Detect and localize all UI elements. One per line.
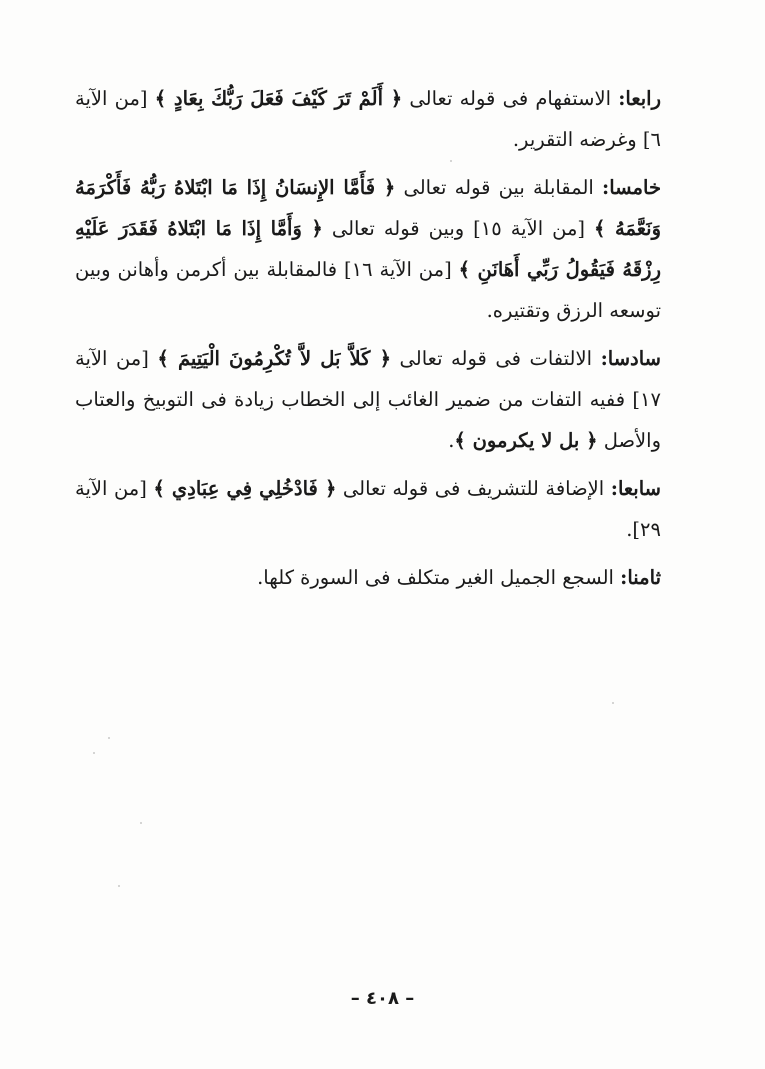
paragraph-text: [من الآية ٦] وغرضه التقرير. (75, 87, 661, 151)
paragraph-lead: ثامنا: (620, 566, 661, 589)
quran-verse: ﴿ فَادْخُلِي فِي عِبَادِي ﴾ (153, 477, 337, 500)
paragraph-lead: سادسا: (600, 347, 662, 370)
paragraph-text: [من الآية ١٧] ففيه التفات من ضمير الغائب إلى الخطاب زيادة فى التوبيخ والعتاب والأصل (75, 347, 661, 452)
paragraph-fifth (75, 167, 661, 331)
scan-speck (612, 702, 614, 704)
paragraph-fourth (75, 78, 661, 160)
scan-speck (93, 752, 95, 754)
paragraph-text: الاستفهام فى قوله تعالى (402, 87, 619, 110)
paragraph-lead: رابعا: (618, 87, 661, 110)
paragraph-text: المقابلة بين قوله تعالى (395, 176, 603, 199)
paragraph-text: [من الآية ٢٩]. (75, 477, 661, 541)
scan-speck (140, 822, 142, 824)
quran-verse: ﴿ وَأَمَّا إِذَا مَا ابْتَلاهُ فَقَدَرَ عَلَيْهِ رِزْقَهُ فَيَقُولُ رَبِّي أَهَانَنِ ﴾ (75, 217, 661, 281)
paragraph-eighth (75, 557, 661, 598)
page-number: – ٤٠٨ – (350, 988, 415, 1009)
paragraph-lead: سابعا: (610, 477, 662, 500)
quran-verse: ﴿ أَلَمْ تَرَ كَيْفَ فَعَلَ رَبُّكَ بِعَادٍ ﴾ (154, 87, 403, 110)
page-body (75, 78, 661, 605)
paragraph-text: [من الآية ١٦] فالمقابلة بين أكرمن وأهانن وبين توسعه الرزق وتقتيره. (75, 258, 661, 322)
paragraph-text: . (448, 429, 455, 452)
paragraph-text: [من الآية ١٥] وبين قوله تعالى (322, 217, 594, 240)
quran-verse: ﴿ كَلاَّ بَل لاَّ تُكْرِمُونَ الْيَتِيمَ ﴾ (157, 347, 392, 370)
scan-speck (108, 737, 110, 739)
paragraph-text: الالتفات فى قوله تعالى (391, 347, 601, 370)
paragraph-seventh (75, 468, 661, 550)
paragraph-sixth (75, 338, 661, 461)
paragraph-lead: خامسا: (602, 176, 661, 199)
paragraph-text: السجع الجميل الغير متكلف فى السورة كلها. (257, 566, 621, 589)
quran-verse: ﴿ بل لا يكرمون ﴾ (454, 429, 598, 452)
scan-speck (450, 160, 452, 162)
scan-speck (118, 885, 120, 887)
paragraph-text: الإضافة للتشريف فى قوله تعالى (336, 477, 611, 500)
quran-verse: ﴿ فَأَمَّا الإِنسَانُ إِذَا مَا ابْتَلاهُ رَبُّهُ فَأَكْرَمَهُ وَنَعَّمَهُ ﴾ (75, 176, 661, 240)
